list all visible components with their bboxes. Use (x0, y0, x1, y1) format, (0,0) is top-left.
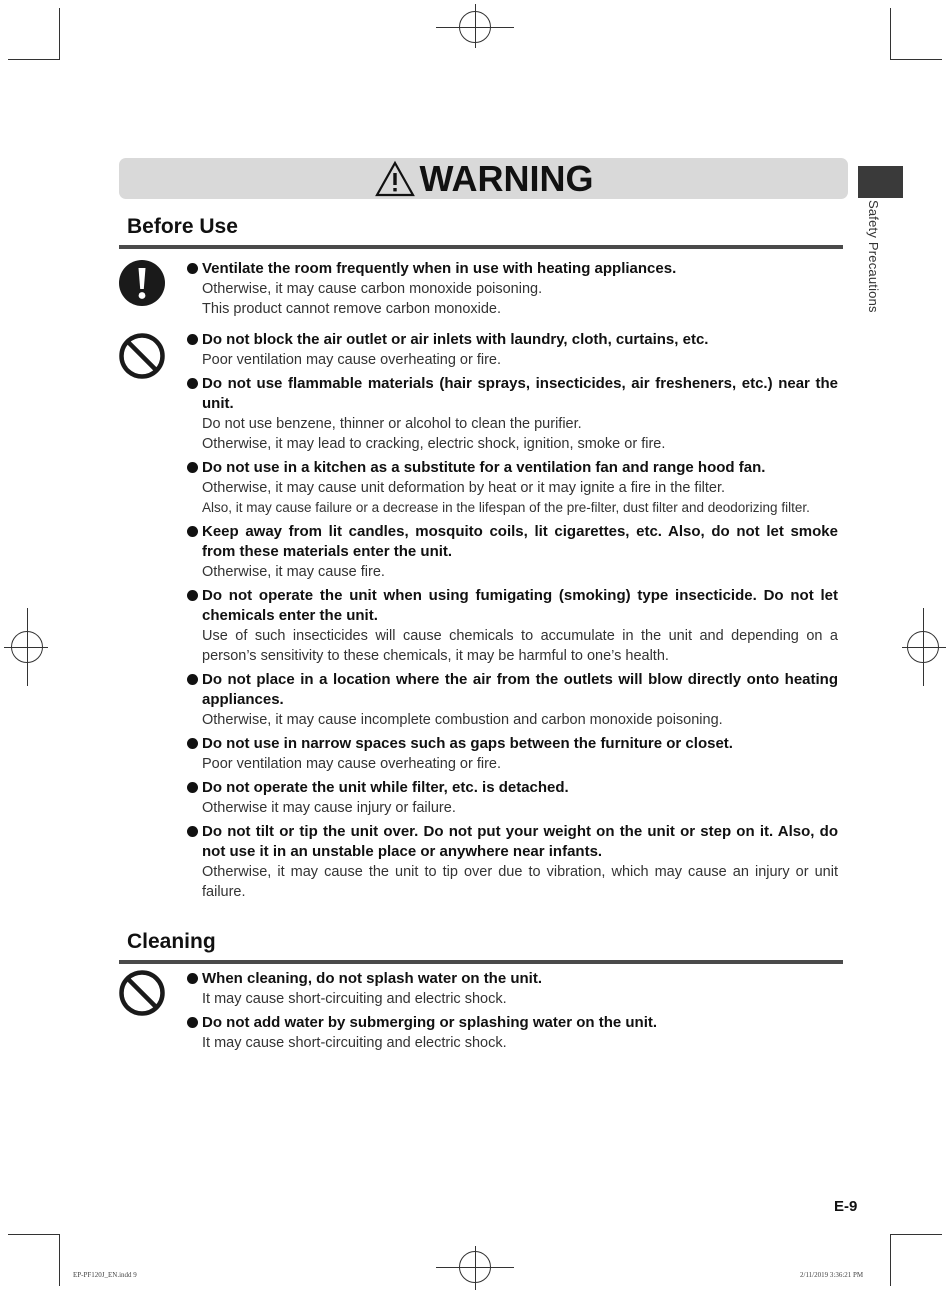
section-rule (119, 245, 843, 249)
side-tab-label: Safety Precautions (866, 200, 881, 313)
list-item: Do not operate the unit when using fumigating (smoking) type insecticide. Do not let chemicals enter the unit. Use of such insecticides will cause chemicals to accumulate in the unit and depending on a person’s sensitivity to these chemicals, it may be harmful to one’s health. (186, 586, 838, 666)
bullet-icon (187, 590, 198, 601)
side-tab-marker (858, 166, 903, 198)
warning-banner (119, 158, 848, 199)
bullet-icon (187, 826, 198, 837)
cleaning-list (186, 969, 838, 1057)
list-item: Keep away from lit candles, mosquito coils, lit cigarettes, etc. Also, do not let smoke from these materials enter the unit. Otherwise, it may cause fire. (186, 522, 838, 582)
section-title-cleaning: Cleaning (127, 930, 216, 953)
list-item: Do not tilt or tip the unit over. Do not put your weight on the unit or step on it. Also, do not use it in an unstable place or anywhere near infants. Otherwise, it may cause the unit to tip over due to vibration, which may cause an injury or unit failure. (186, 822, 838, 902)
prohibition-icon (118, 969, 166, 1017)
bullet-icon (187, 973, 198, 984)
bullet-icon (187, 526, 198, 537)
list-item: Do not operate the unit while filter, etc. is detached. Otherwise it may cause injury or failure. (186, 778, 838, 818)
section-title-before-use: Before Use (127, 215, 238, 238)
bullet-icon (187, 738, 198, 749)
list-item: Ventilate the room frequently when in use with heating appliances. Otherwise, it may cause carbon monoxide poisoning. This product cannot remove carbon monoxide. (186, 259, 838, 319)
bullet-icon (187, 674, 198, 685)
bullet-icon (187, 263, 198, 274)
list-item: Do not use flammable materials (hair sprays, insecticides, air fresheners, etc.) near the unit. Do not use benzene, thinner or alcohol to clean the purifier. Otherwise, it may lead to cracking, electric shock, ignition, smoke or fire. (186, 374, 838, 454)
mandatory-action-icon (118, 259, 166, 307)
bullet-icon (187, 378, 198, 389)
prohibition-icon (118, 332, 166, 380)
list-item: Do not place in a location where the air from the outlets will blow directly onto heating appliances. Otherwise, it may cause incomplete combustion and carbon monoxide poisoning. (186, 670, 838, 730)
footer-timestamp: 2/11/2019 3:36:21 PM (800, 1271, 864, 1279)
bullet-icon (187, 1017, 198, 1028)
bullet-icon (187, 462, 198, 473)
footer-file-info: EP-PF120J_EN.indd 9 (73, 1271, 137, 1279)
list-item: Do not add water by submerging or splashing water on the unit. It may cause short-circuiting and electric shock. (186, 1013, 838, 1053)
mandatory-list (186, 259, 838, 323)
list-item: Do not use in a kitchen as a substitute for a ventilation fan and range hood fan. Otherwise, it may cause unit deformation by heat or it may ignite a fire in the filter. Also, it may cause failure or a decrease in the lifespan of the pre-filter, dust filter and deodorizing filter. (186, 458, 838, 518)
section-rule (119, 960, 843, 964)
list-item: Do not block the air outlet or air inlets with laundry, cloth, curtains, etc. Poor ventilation may cause overheating or fire. (186, 330, 838, 370)
list-item: When cleaning, do not splash water on the unit. It may cause short-circuiting and electric shock. (186, 969, 838, 1009)
list-item: Do not use in narrow spaces such as gaps between the furniture or closet. Poor ventilation may cause overheating or fire. (186, 734, 838, 774)
bullet-icon (187, 782, 198, 793)
warning-triangle-icon (374, 160, 416, 198)
page-number: E-9 (834, 1198, 858, 1215)
bullet-icon (187, 334, 198, 345)
banner-title: WARNING (419, 157, 594, 199)
prohibited-list (186, 330, 838, 906)
